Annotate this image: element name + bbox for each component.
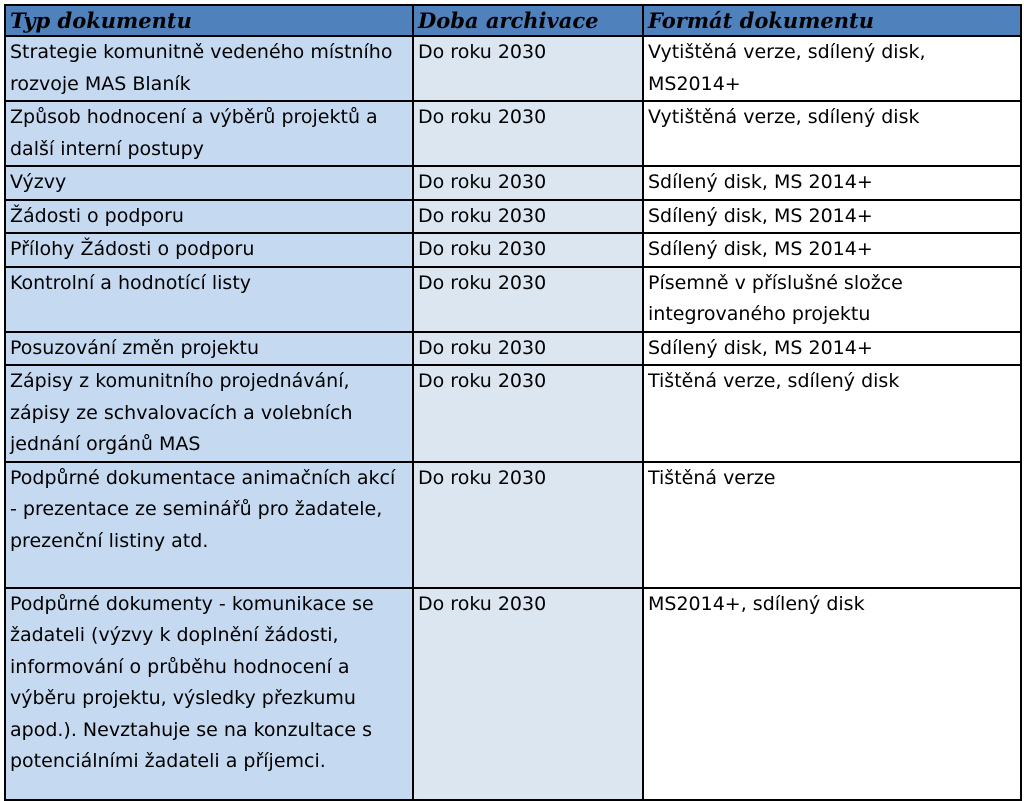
cell-archive-period: Do roku 2030 [413,200,643,234]
table-row [5,166,1021,200]
header-row [5,5,1021,36]
table-row [5,267,1021,332]
cell-archive-period: Do roku 2030 [413,233,643,267]
cell-archive-period: Do roku 2030 [413,101,643,166]
table-row [5,332,1021,366]
cell-archive-period: Do roku 2030 [413,332,643,366]
cell-document-format: Sdílený disk, MS 2014+ [643,200,1021,234]
cell-archive-period: Do roku 2030 [413,166,643,200]
cell-document-type: Přílohy Žádosti o podporu [5,233,413,267]
cell-document-type: Žádosti o podporu [5,200,413,234]
table-row [5,36,1021,101]
cell-document-format: Vytištěná verze, sdílený disk [643,101,1021,166]
table-row [5,200,1021,234]
cell-document-format: Písemně v příslušné složce integrovaného projektu [643,267,1021,332]
archive-table [4,4,1022,801]
header-archive-period: Doba archivace [413,5,643,36]
cell-document-type: Způsob hodnocení a výběrů projektů a další interní postupy [5,101,413,166]
cell-document-type: Zápisy z komunitního projednávání, zápisy ze schvalovacích a volebních jednání orgánů MAS [5,365,413,462]
cell-document-format: Tištěná verze, sdílený disk [643,365,1021,462]
cell-document-format: MS2014+, sdílený disk [643,588,1021,800]
cell-archive-period: Do roku 2030 [413,588,643,800]
cell-archive-period: Do roku 2030 [413,267,643,332]
table-row [5,462,1021,588]
cell-document-type: Kontrolní a hodnotící listy [5,267,413,332]
document-page [4,4,1020,790]
cell-document-format: Vytištěná verze, sdílený disk, MS2014+ [643,36,1021,101]
cell-document-type: Výzvy [5,166,413,200]
cell-document-format: Tištěná verze [643,462,1021,588]
cell-document-type: Posuzování změn projektu [5,332,413,366]
table-row [5,365,1021,462]
table-row [5,588,1021,800]
header-document-type: Typ dokumentu [5,5,413,36]
table-row [5,101,1021,166]
cell-document-type: Podpůrné dokumenty - komunikace se žadateli (výzvy k doplnění žádosti, informování o průběhu hodnocení a výběru projektu, výsledky přezkumu apod.). Nevztahuje se na konzultace s potenciálními žadateli a příjemci. [5,588,413,800]
cell-document-type: Strategie komunitně vedeného místního rozvoje MAS Blaník [5,36,413,101]
cell-document-type: Podpůrné dokumentace animačních akcí - prezentace ze seminářů pro žadatele, prezenční listiny atd. [5,462,413,588]
cell-document-format: Sdílený disk, MS 2014+ [643,332,1021,366]
cell-archive-period: Do roku 2030 [413,365,643,462]
cell-archive-period: Do roku 2030 [413,462,643,588]
cell-document-format: Sdílený disk, MS 2014+ [643,166,1021,200]
cell-archive-period: Do roku 2030 [413,36,643,101]
table-row [5,233,1021,267]
header-document-format: Formát dokumentu [643,5,1021,36]
cell-document-format: Sdílený disk, MS 2014+ [643,233,1021,267]
